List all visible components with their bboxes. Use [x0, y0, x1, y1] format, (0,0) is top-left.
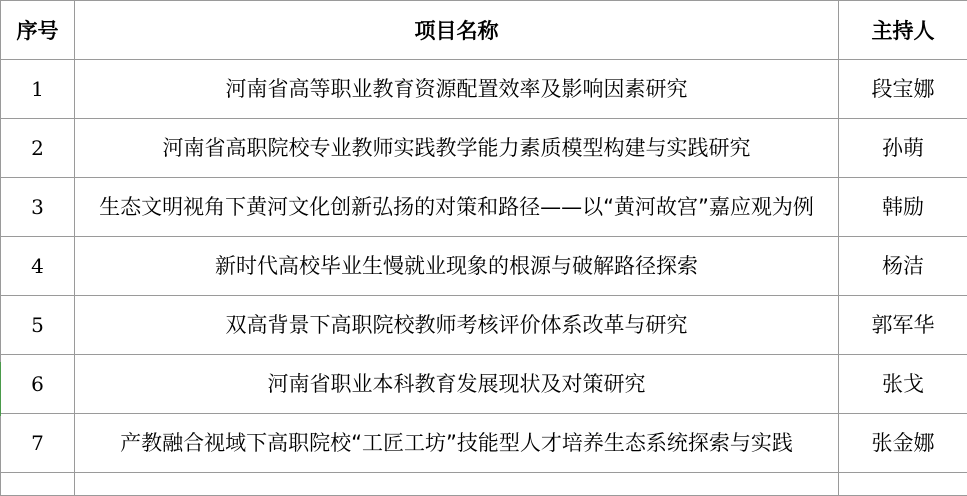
- row-no: 3: [1, 178, 75, 237]
- row-project-name: 生态文明视角下黄河文化创新弘扬的对策和路径——以“黄河故宫”嘉应观为例: [75, 178, 839, 237]
- header-row: [1, 1, 967, 60]
- row-no: 4: [1, 237, 75, 296]
- header-no: 序号: [1, 1, 75, 60]
- cut-off-cell: [839, 473, 967, 496]
- cut-off-cell: [75, 473, 839, 496]
- table-row: [1, 237, 967, 296]
- table-row-cut-off: [1, 473, 967, 496]
- row-project-name: 河南省高职院校专业教师实践教学能力素质模型构建与实践研究: [75, 119, 839, 178]
- table-header: [1, 1, 967, 60]
- row-lead: 郭军华: [839, 296, 967, 355]
- table-row: [1, 414, 967, 473]
- header-lead: 主持人: [839, 1, 967, 60]
- table-row: [1, 119, 967, 178]
- table-row: [1, 355, 967, 414]
- row-no: 5: [1, 296, 75, 355]
- row-lead: 张戈: [839, 355, 967, 414]
- row-project-name: 双高背景下高职院校教师考核评价体系改革与研究: [75, 296, 839, 355]
- table-row: [1, 60, 967, 119]
- row-project-name: 新时代高校毕业生慢就业现象的根源与破解路径探索: [75, 237, 839, 296]
- row-no: 1: [1, 60, 75, 119]
- row-lead: 张金娜: [839, 414, 967, 473]
- row-lead: 段宝娜: [839, 60, 967, 119]
- row-no: 2: [1, 119, 75, 178]
- row-project-name: 河南省职业本科教育发展现状及对策研究: [75, 355, 839, 414]
- cell-selection-edge: [0, 362, 1, 416]
- row-lead: 杨洁: [839, 237, 967, 296]
- table-row: [1, 178, 967, 237]
- row-no: 7: [1, 414, 75, 473]
- row-project-name: 河南省高等职业教育资源配置效率及影响因素研究: [75, 60, 839, 119]
- row-no: 6: [1, 355, 75, 414]
- cut-off-cell: [1, 473, 75, 496]
- table-body: [1, 60, 967, 496]
- row-lead: 孙萌: [839, 119, 967, 178]
- row-lead: 韩励: [839, 178, 967, 237]
- row-project-name: 产教融合视域下高职院校“工匠工坊”技能型人才培养生态系统探索与实践: [75, 414, 839, 473]
- table-row: [1, 296, 967, 355]
- header-project-name: 项目名称: [75, 1, 839, 60]
